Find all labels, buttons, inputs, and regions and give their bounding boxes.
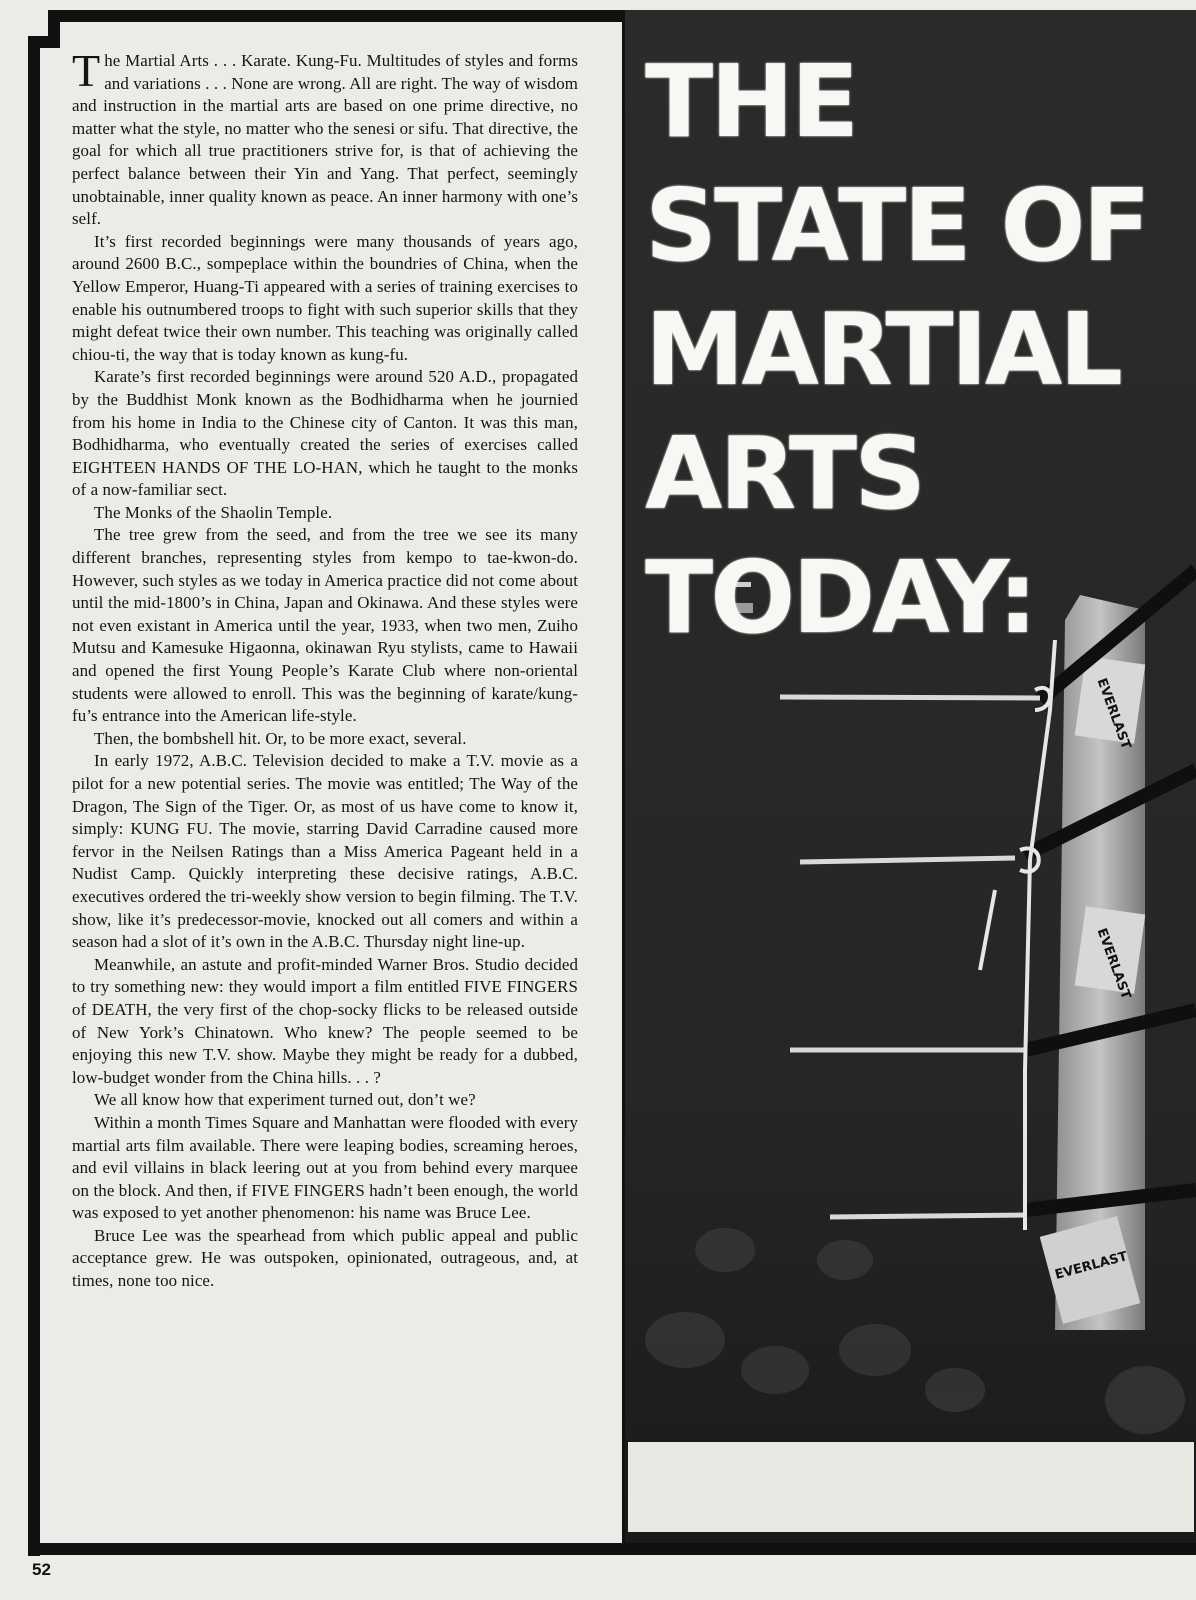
article-body: [72, 45, 578, 1538]
boxing-ring-photo: [625, 10, 1196, 1543]
page-border-corner-vertical: [48, 10, 60, 48]
drop-cap: T: [72, 45, 101, 96]
article-paragraph-1: [72, 45, 578, 231]
article-paragraph-7: In early 1972, A.B.C. Television decided to make a T.V. movie as a pilot for a new potential series. The movie was entitled; The Way of the Dragon, The Sign of the Tiger. Or, as most of us have come to know it, simply: KUNG FU. The movie, starring David Carradine caused more fervor in the Neilsen Ratings than a Miss America Pageant held in a Nudist Camp. Quickly interpreting these decisive ratings, A.B.C. executives ordered the tri-weekly show version to begin filming. The T.V. show, like it’s predecessor-movie, knocked out all comers and within a season had a slot of it’s own in the A.B.C. Thursday night line-up.: [72, 751, 578, 952]
headline: THE STATE OF MARTIAL ARTS TODAY:: [645, 43, 1148, 656]
caption-box: [626, 1440, 1196, 1534]
article-paragraph-11: Bruce Lee was the spearhead from which public appeal and public acceptance grew. He was outspoken, opinionated, outrageous, and, at times, none too nice.: [72, 1225, 578, 1291]
paragraph-text: he Martial Arts . . . Karate. Kung-Fu. Multitudes of styles and forms and variations . . . None are wrong. All are right. The way of wisdom and instruction in the martial arts are based on one prime directive, no matter what the style, no matter who the senesi or sifu. That directive, the goal for which all true practitioners strive for, is that of achieving the perfect balance between their Yin and Yang. That perfect, seemingly unobtainable, inner quality known as peace. An inner harmony with one’s self.: [72, 51, 578, 229]
page-border-bottom: [28, 1543, 1196, 1555]
article-paragraph-8: Meanwhile, an astute and profit-minded Warner Bros. Studio decided to try something new: they would import a film entitled FIVE FINGERS of DEATH, the very first of the chop-socky flicks to be released outside of New York’s Chinatown. Who knew? The people seemed to be enjoying this new T.V. show. Maybe they might be ready for a dubbed, low-budget wonder from the China hills. . . ?: [72, 954, 578, 1087]
article-paragraph-9: We all know how that experiment turned out, don’t we?: [94, 1090, 476, 1110]
article-paragraph-10: Within a month Times Square and Manhattan were flooded with every martial arts film available. There were leaping bodies, screaming heroes, and evil villains in black leering out at you from behind every marquee on the block. And then, if FIVE FINGERS hadn’t been enough, the world was exposed to yet another phenomenon: his name was Bruce Lee.: [72, 1112, 578, 1223]
svg-text:EVERLAST: EVERLAST: [1093, 676, 1134, 752]
article-paragraph-6: Then, the bombshell hit. Or, to be more exact, several.: [94, 728, 467, 748]
svg-text:EVERLAST: EVERLAST: [1053, 1249, 1130, 1283]
article-paragraph-3: Karate’s first recorded beginnings were around 520 A.D., propagated by the Buddhist Monk known as the Bodhidharma when he journied from his home in India to the Chinese city of Canton. It was this man, Bodhidharma, who eventually created the series of exercises called EIGHTEEN HANDS OF THE LO-HAN, which he taught to the monks of a now-familiar sect.: [72, 367, 578, 500]
page-number: 52: [30, 1560, 57, 1580]
page-border-left: [28, 36, 40, 1556]
article-paragraph-5: The tree grew from the seed, and from the tree we see its many different branches, representing styles from kempo to tae-kwon-do. However, such styles as we today in America practice did not come about until the mid-1800’s in China, Japan and Okinawa. And these styles were not even existant in America until the year, 1933, when two men, Zuiho Mutsu and Kamesuke Higaonna, okinawan Ryu stylists, came to Hawaii and opened the first Young People’s Karate Club where non-oriental students were allowed to enroll. This was the beginning of karate/kung-fu’s entrance into the American life-style.: [72, 525, 578, 726]
article-paragraph-2: It’s first recorded beginnings were many thousands of years ago, around 2600 B.C., sompeplace within the boundries of China, when the Yellow Emperor, Huang-Ti appeared with a series of training exercises to enable his outnumbered troops to fight with such superior skills that they might defeat twice their own number. This teaching was originally called chiou-ti, the way that is today known as kung-fu.: [72, 231, 578, 364]
article-paragraph-4: The Monks of the Shaolin Temple.: [94, 502, 333, 522]
svg-text:EVERLAST: EVERLAST: [1093, 926, 1134, 1002]
page-border-top: [60, 10, 624, 22]
